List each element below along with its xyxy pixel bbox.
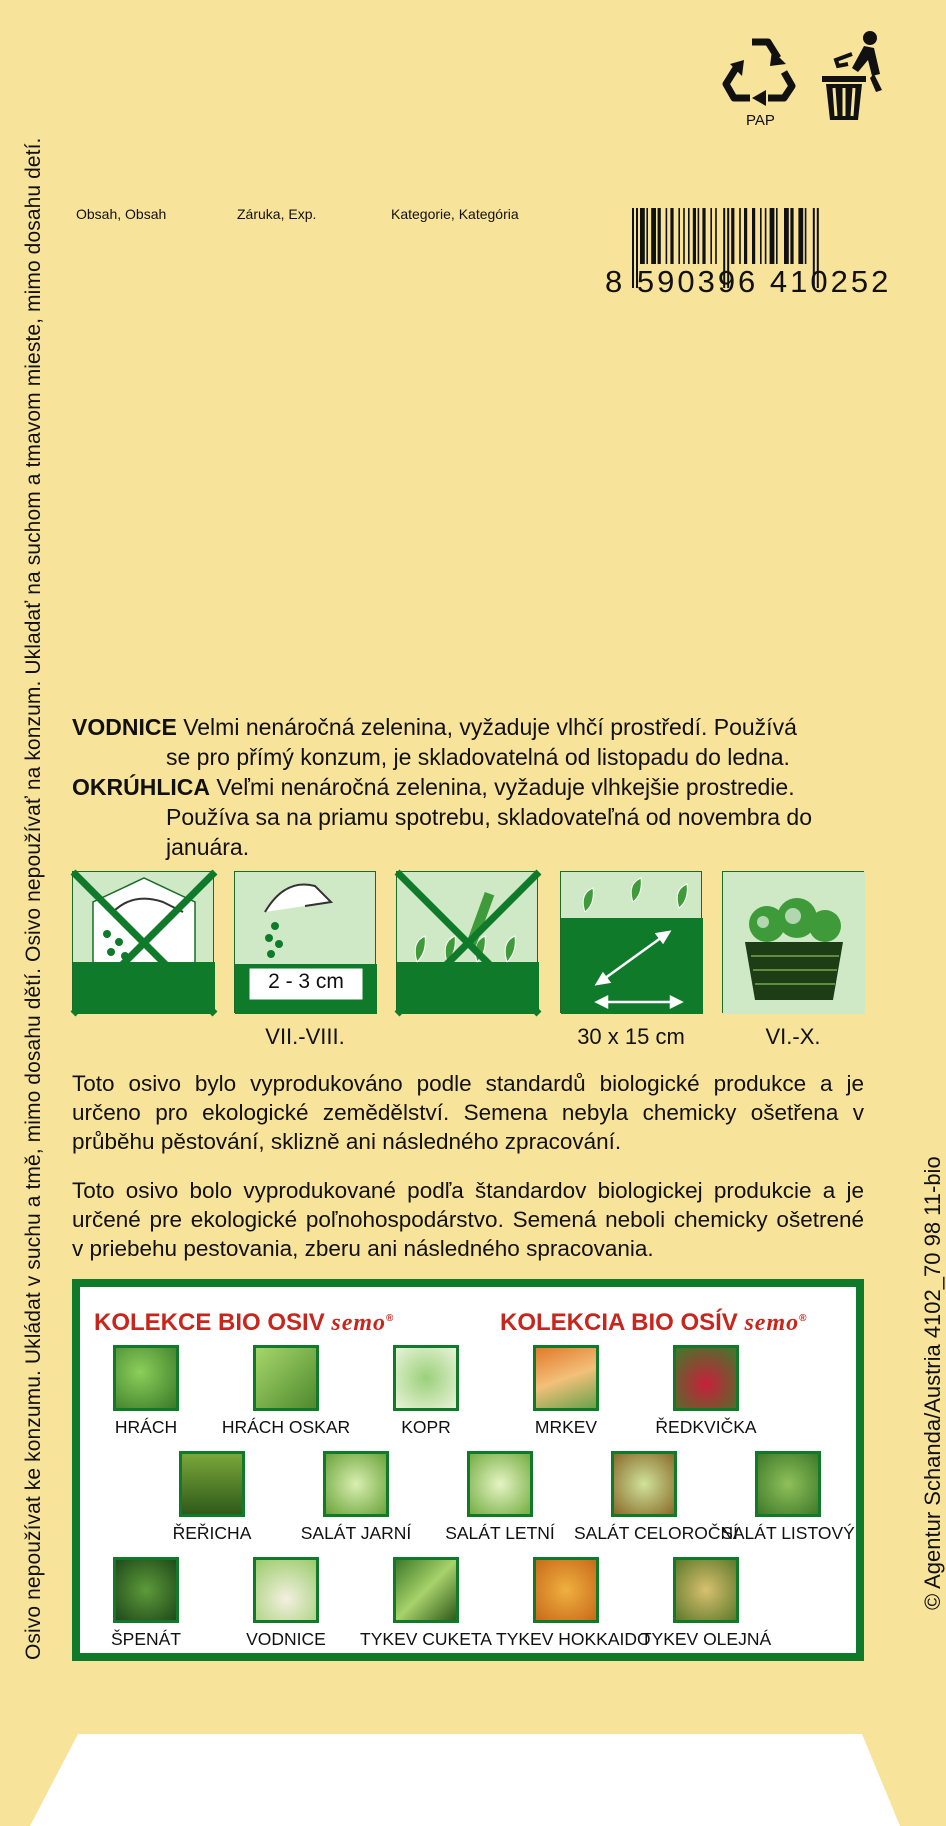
barcode-bar xyxy=(666,208,668,264)
barcode-bar xyxy=(798,208,803,264)
pictogram-sowing-depth xyxy=(234,871,376,1013)
barcode-bar xyxy=(698,208,700,264)
recycle-icon xyxy=(722,34,798,106)
collection-title-cz: KOLEKCE BIO OSIV semo® xyxy=(94,1309,394,1336)
hokkaido-pumpkin-photo xyxy=(533,1557,599,1623)
turnip-photo xyxy=(253,1557,319,1623)
barcode-bar xyxy=(640,208,645,264)
semo-logo: semo xyxy=(331,1310,387,1336)
depth-label: 2 - 3 cm xyxy=(268,970,344,993)
barcode-bar xyxy=(678,208,680,264)
pea-oskar-photo xyxy=(253,1345,319,1411)
barcode-bar xyxy=(784,208,789,264)
pap-label: PAP xyxy=(746,112,775,129)
category-label: Kategorie, Kategória xyxy=(391,206,519,222)
summer-lettuce-photo xyxy=(467,1451,533,1517)
title-vodnice: VODNICE xyxy=(72,714,177,740)
barcode-number: 8 590396 410252 xyxy=(605,264,892,299)
oil-pumpkin-photo xyxy=(673,1557,739,1623)
collection-item: TYKEV OLEJNÁ xyxy=(636,1557,776,1650)
spinach-photo xyxy=(113,1557,179,1623)
barcode-bar xyxy=(744,208,747,264)
collection-item: SALÁT JARNÍ xyxy=(286,1451,426,1544)
desc-cz-line1: Velmi nenáročná zelenina, vyžaduje vlhčí prostředí. Používá xyxy=(183,714,797,740)
pictogram-harvest-basket xyxy=(722,871,864,1013)
pictogram-spacing xyxy=(560,871,702,1013)
collection-item: SALÁT CELOROČNÍ xyxy=(574,1451,714,1544)
barcode-bar xyxy=(752,208,755,264)
collection-item: ŠPENÁT xyxy=(76,1557,216,1650)
barcode-bar xyxy=(651,208,656,264)
barcode-bar xyxy=(790,208,793,264)
barcode-bar xyxy=(765,208,767,264)
description-sk xyxy=(72,772,867,862)
radish-photo xyxy=(673,1345,739,1411)
packet-flap xyxy=(0,1730,942,1826)
pictogram-no-greenhouse xyxy=(72,871,214,1013)
barcode-bar xyxy=(710,208,712,264)
title-okruhlica: OKRÚHLICA xyxy=(72,774,210,800)
desc-cz-line2: se pro přímý konzum, je skladovatelná od listopadu do ledna. xyxy=(166,744,790,770)
collection-item: HRÁCH xyxy=(76,1345,216,1438)
semo-logo: semo xyxy=(744,1310,800,1336)
collection-item: ŘEDKVIČKA xyxy=(636,1345,776,1438)
trash-bin-icon xyxy=(818,30,890,122)
dill-photo xyxy=(393,1345,459,1411)
desc-sk-line1: Veľmi nenáročná zelenina, vyžaduje vlhkejšie prostredie. xyxy=(216,774,795,800)
collection-item: KOPR xyxy=(356,1345,496,1438)
collection-item: TYKEV CUKETA xyxy=(356,1557,496,1650)
collection-item: VODNICE xyxy=(216,1557,356,1650)
pea-photo xyxy=(113,1345,179,1411)
barcode-bar xyxy=(658,208,661,264)
desc-sk-line3: januára. xyxy=(166,834,250,860)
barcode-bar xyxy=(770,208,775,264)
barcode-bar xyxy=(683,208,685,264)
bio-collection-box xyxy=(72,1279,864,1661)
bio-paragraph-sk: Toto osivo bolo vyprodukované podľa štandardov biologickej produkcie a je určené pre ekologické poľnohospodárstvo. Semená neboli chemicky ošetrené v priebehu pestovania, zberu ani následného spracovania. xyxy=(72,1178,864,1261)
barcode-bar xyxy=(670,208,673,264)
content-label: Obsah, Obsah xyxy=(76,206,167,222)
collection-item: TYKEV HOKKAIDO xyxy=(496,1557,636,1650)
barcode-bar xyxy=(702,208,705,264)
barcode-bar xyxy=(646,208,648,264)
bio-paragraph-cz: Toto osivo bylo vyprodukováno podle standardů biologické produkce a je určeno pro ekologické zemědělství. Semena nebyla chemicky ošetřena v průběhu pěstování, sklizně ani následného zpracování. xyxy=(72,1071,864,1154)
sowing-period-label: VII.-VIII. xyxy=(265,1024,345,1049)
collection-item: MRKEV xyxy=(496,1345,636,1438)
barcode-bar xyxy=(688,208,690,264)
leaf-lettuce-photo xyxy=(755,1451,821,1517)
harvest-period-label: VI.-X. xyxy=(765,1024,821,1049)
copyright-text: © Agentur Schanda/Austria 4102_70 98 11-bio xyxy=(920,1156,945,1610)
barcode-bar xyxy=(715,208,717,264)
barcode-bar xyxy=(805,208,807,264)
collection-item: ŘEŘICHA xyxy=(142,1451,282,1544)
collection-item: SALÁT LISTOVÝ xyxy=(718,1451,858,1544)
barcode-bar xyxy=(760,208,762,264)
zucchini-photo xyxy=(393,1557,459,1623)
spacing-label: 30 x 15 cm xyxy=(577,1024,685,1049)
barcode-bar xyxy=(776,208,778,264)
all-season-lettuce-photo xyxy=(611,1451,677,1517)
collection-item: SALÁT LETNÍ xyxy=(430,1451,570,1544)
expiry-label: Záruka, Exp. xyxy=(237,206,317,222)
desc-sk-line2: Používa sa na priamu spotrebu, skladovateľná od novembra do xyxy=(166,804,812,830)
cress-photo xyxy=(179,1451,245,1517)
spring-lettuce-photo xyxy=(323,1451,389,1517)
collection-item: HRÁCH OSKAR xyxy=(216,1345,356,1438)
barcode-bar xyxy=(731,208,734,264)
description-cz xyxy=(72,712,867,772)
barcode-bar xyxy=(739,208,741,264)
barcode-bar xyxy=(693,208,696,264)
carrot-photo xyxy=(533,1345,599,1411)
storage-warning-text: Osivo nepoužívat ke konzumu. Ukládat v suchu a tmě, mimo dosahu dětí. Osivo nepoužívať na konzum. Ukladať na suchom a tmavom mieste, mimo dosahu detí. xyxy=(22,137,45,1660)
collection-title-sk: KOLEKCIA BIO OSÍV semo® xyxy=(500,1309,807,1336)
pictogram-no-thinning xyxy=(396,871,538,1013)
